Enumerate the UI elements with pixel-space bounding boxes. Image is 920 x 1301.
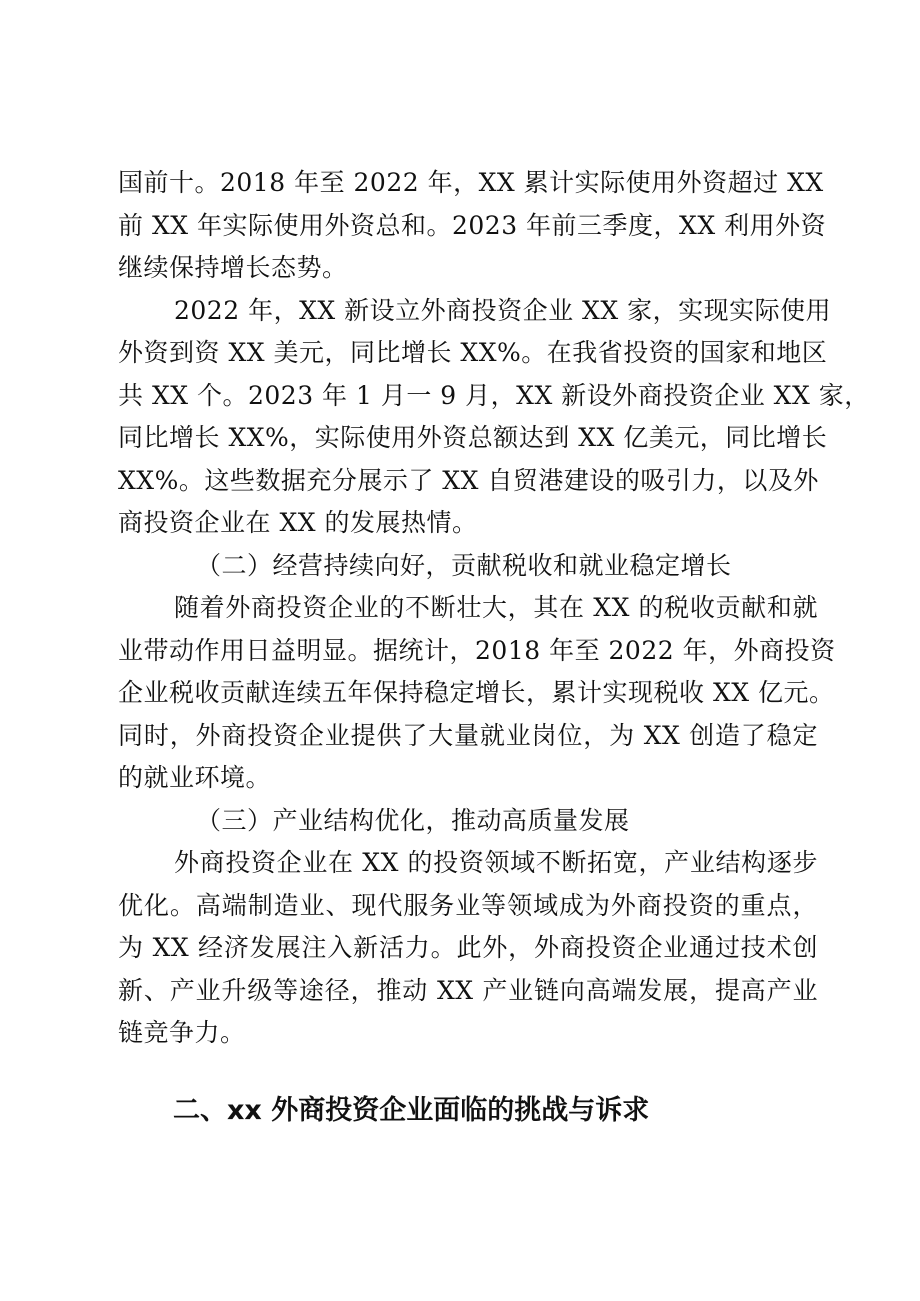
- text-line: 的就业环境。: [118, 763, 272, 792]
- text-line: 国前十。2018 年至 2022 年，XX 累计实际使用外资超过 XX: [118, 168, 824, 197]
- text-line: 为 XX 经济发展注入新活力。此外，外商投资企业通过技术创: [118, 933, 818, 962]
- text-line: 新、产业升级等途径，推动 XX 产业链向高端发展，提高产业: [118, 975, 818, 1005]
- text-line: 外商投资企业在 XX 的投资领域不断拓宽，产业结构逐步: [174, 848, 818, 877]
- text-line: 外资到资 XX 美元，同比增长 XX%。在我省投资的国家和地区: [118, 338, 828, 367]
- section-heading: 二、xx 外商投资企业面临的挑战与诉求: [173, 1095, 650, 1126]
- text-line: 同比增长 XX%，实际使用外资总额达到 XX 亿美元，同比增长: [118, 423, 828, 452]
- text-line: 随着外商投资企业的不断壮大，其在 XX 的税收贡献和就: [174, 593, 818, 622]
- document-body: [118, 162, 870, 1055]
- paragraph-1: [118, 162, 827, 290]
- paragraph-4: [118, 842, 818, 1055]
- text-line: 业带动作用日益明显。据统计，2018 年至 2022 年，外商投资: [118, 635, 836, 665]
- paragraph-2: [118, 290, 870, 545]
- text-line: XX%。这些数据充分展示了 XX 自贸港建设的吸引力，以及外: [118, 465, 819, 495]
- text-line: 企业税收贡献连续五年保持稳定增长，累计实现税收 XX 亿元。: [118, 678, 835, 707]
- subheading-2: （二）经营持续向好，贡献税收和就业稳定增长: [196, 550, 732, 580]
- text-line: 共 XX 个。2023 年 1 月一 9 月，XX 新设外商投资企业 XX 家，: [118, 380, 870, 410]
- paragraph-3: [118, 587, 836, 800]
- text-line: 商投资企业在 XX 的发展热情。: [118, 508, 478, 537]
- text-line: 优化。高端制造业、现代服务业等领域成为外商投资的重点，: [118, 890, 818, 920]
- text-line: 链竞争力。: [118, 1018, 246, 1047]
- text-line: 同时，外商投资企业提供了大量就业岗位，为 XX 创造了稳定: [118, 720, 818, 750]
- subheading-3: （三）产业结构优化，推动高质量发展: [196, 805, 630, 835]
- text-line: 2022 年，XX 新设立外商投资企业 XX 家，实现实际使用: [174, 295, 832, 325]
- text-line: 前 XX 年实际使用外资总和。2023 年前三季度，XX 利用外资: [118, 210, 827, 240]
- text-line: 继续保持增长态势。: [118, 253, 348, 282]
